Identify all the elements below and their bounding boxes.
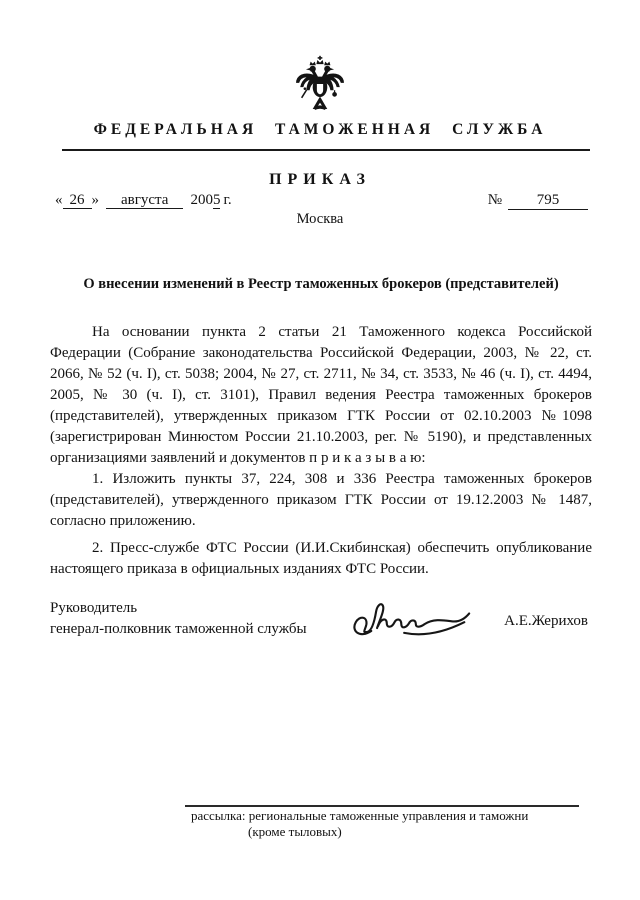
city-label: Москва [296, 211, 344, 227]
date-era: г. [223, 192, 232, 208]
footer-divider [185, 805, 579, 807]
body-paragraph: На основании пункта 2 статьи 21 Таможенного кодекса Российской Федерации (Собрание законодательства Российской Федерации, 2003, № 22, ст. 2066, № 52 (ч. I), ст. 5038; 2004, № 27, ст. 2711, № 34, ст. 3533, № 46 (ч. I), ст. 4494, 2005, № 30 (ч. I), ст. 3101), Правил ведения Реестра таможенных брокеров (представителей), утвержденных приказом ГТК России от 02.10.2003 №1098 (зарегистрирован Минюстом России 21.10.2003, рег. № 5190), и представленных организациями заявлений и документов п р и к а з ы в а ю: [50, 324, 592, 466]
body-item-2: 2. Пресс-службе ФТС России (И.И.Скибинская) обеспечить опубликование настоящего приказа в официальных изданиях ФТС России. [50, 540, 592, 577]
date-month: августа [106, 192, 183, 209]
signer-name: А.Е.Жерихов [504, 613, 588, 629]
signature-block [50, 598, 590, 644]
date-day: 26 [63, 192, 92, 209]
header-divider [62, 149, 590, 151]
coat-of-arms-icon [295, 54, 345, 116]
date-year-last-digit: 5 [212, 192, 221, 208]
date-open-quote: « [55, 192, 63, 208]
number-sign: № [487, 192, 502, 208]
date-and-number-row [55, 192, 588, 210]
signer-position-line2: генерал-полковник таможенной службы [50, 621, 307, 637]
order-date [55, 192, 232, 209]
order-subject-title: О внесении изменений в Реестр таможенных брокеров (представителей) [83, 276, 559, 292]
order-number [488, 192, 588, 210]
document-type-heading: ПРИКАЗ [269, 171, 371, 188]
body-item-1: 1. Изложить пункты 37, 224, 308 и 336 Реестра таможенных брокеров (представителей), утвержденного приказом ГТК России от 19.12.2003 № 1487, согласно приложению. [50, 471, 592, 529]
distribution-note-line2: (кроме тыловых) [248, 824, 342, 839]
agency-name: ФЕДЕРАЛЬНАЯ ТАМОЖЕННАЯ СЛУЖБА [93, 121, 547, 138]
number-value: 795 [508, 192, 588, 210]
order-body [50, 322, 592, 580]
date-close-quote: » [91, 192, 99, 208]
signer-position-line1: Руководитель [50, 600, 138, 616]
handwritten-signature [348, 598, 474, 642]
date-year-prefix: 200 [190, 192, 213, 208]
distribution-note-line1: рассылка: региональные таможенные управления и таможни [191, 808, 529, 823]
